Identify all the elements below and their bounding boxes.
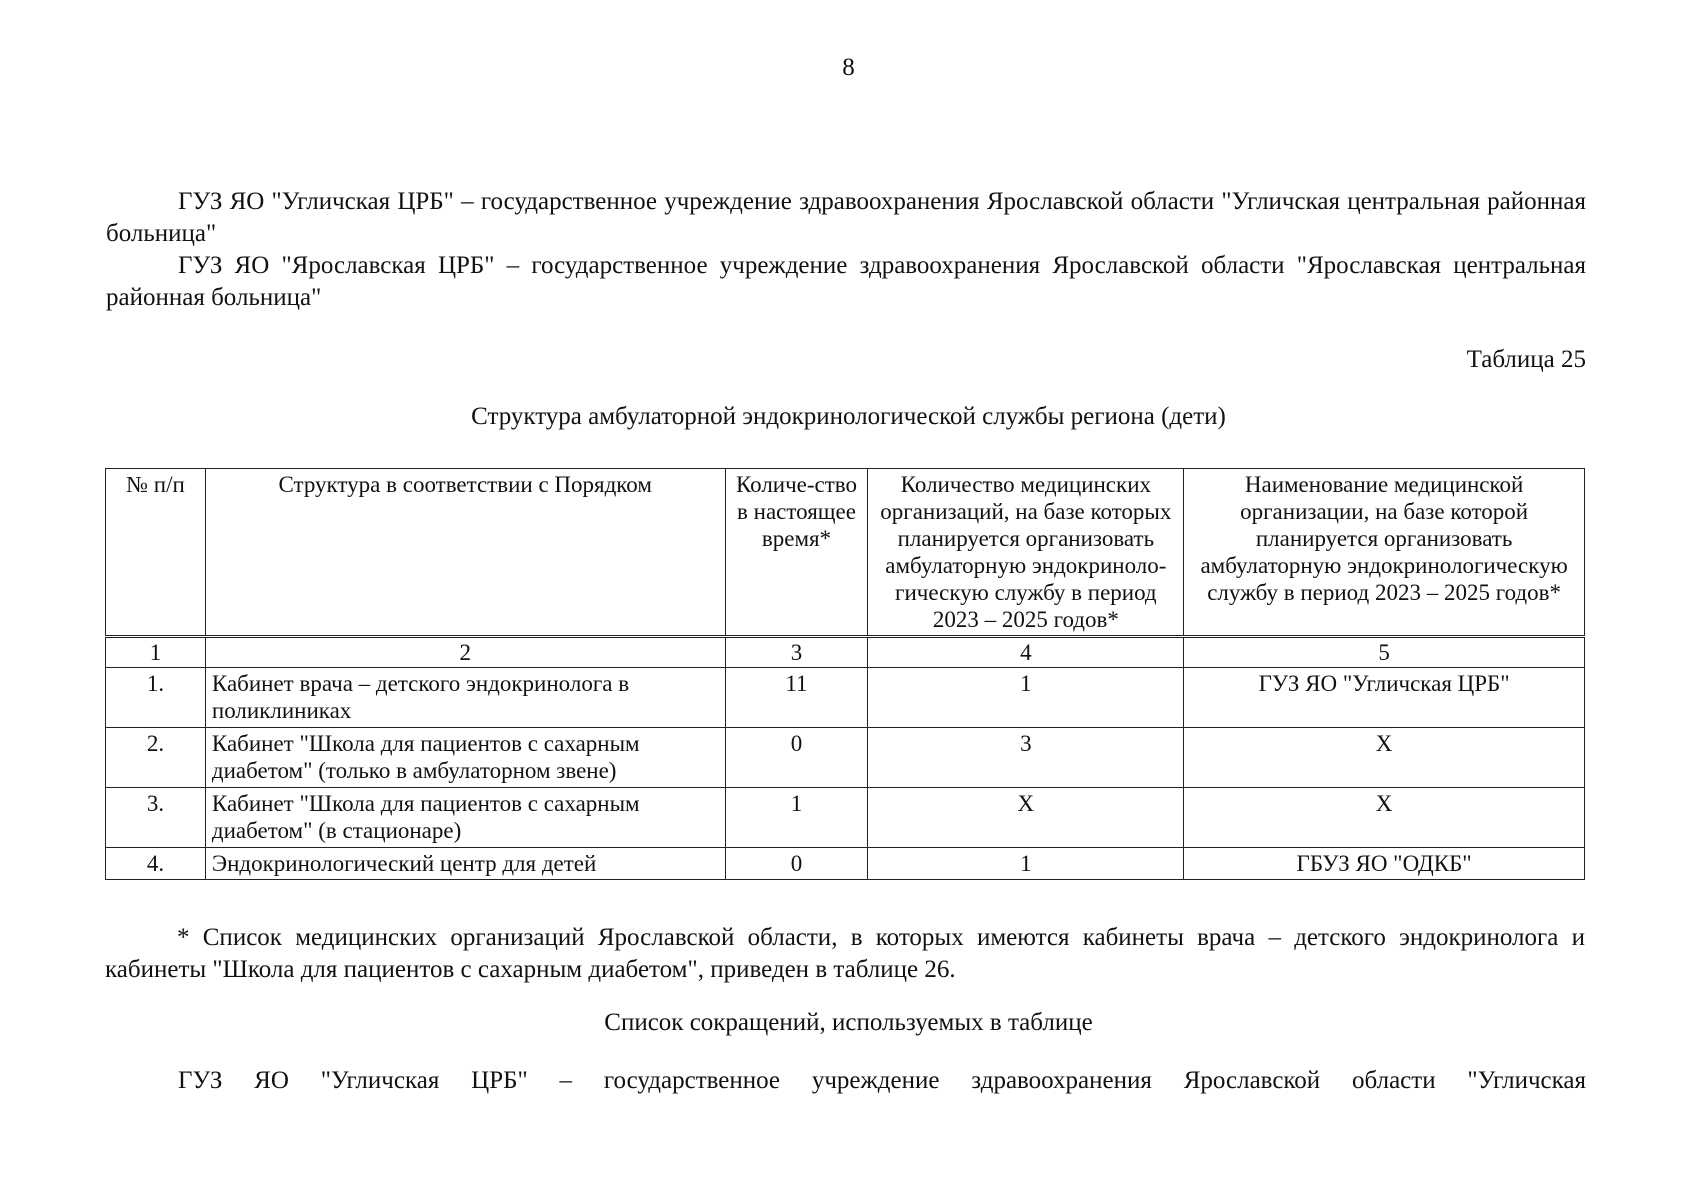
- column-number: 5: [1184, 637, 1585, 668]
- row-structure: Эндокринологический центр для детей: [205, 848, 725, 880]
- abbreviation-text: ГУЗ ЯО "Угличская ЦРБ" – государственное учреждение здравоохранения Ярославской области "Угличская центральная районная больница": [106, 188, 1586, 247]
- header-organization: Наименование медицинской организации, на базе которой планируется организовать амбулаторную эндокринологическую службу в период 2023 – 2025 годов*: [1184, 469, 1585, 637]
- page-number: 8: [842, 54, 855, 81]
- row-structure: Кабинет "Школа для пациентов с сахарным диабетом" (в стационаре): [205, 788, 725, 848]
- row-organization: ГБУЗ ЯО "ОДКБ": [1184, 848, 1585, 880]
- row-num: 2.: [106, 728, 206, 788]
- header-structure: Структура в соответствии с Порядком: [205, 469, 725, 637]
- abbreviation-text: ГУЗ ЯО "Ярославская ЦРБ" – государственное учреждение здравоохранения Ярославской области "Ярославская центральная районная больница": [106, 252, 1586, 311]
- table-caption: Таблица 25: [1466, 346, 1586, 373]
- column-number: 4: [868, 637, 1184, 668]
- row-planned-count: 3: [868, 728, 1184, 788]
- row-organization: Х: [1184, 728, 1585, 788]
- endocrinology-structure-table: [105, 468, 1585, 880]
- row-structure: Кабинет врача – детского эндокринолога в поликлиниках: [205, 668, 725, 728]
- table-row: [106, 728, 1585, 788]
- row-planned-count: Х: [868, 788, 1184, 848]
- table-row: [106, 848, 1585, 880]
- abbreviation-text: ГУЗ ЯО "Угличская ЦРБ" – государственное учреждение здравоохранения Ярославской области "Угличская: [178, 1067, 1586, 1094]
- row-organization: ГУЗ ЯО "Угличская ЦРБ": [1184, 668, 1585, 728]
- table-header-row: [106, 469, 1585, 637]
- row-num: 4.: [106, 848, 206, 880]
- row-planned-count: 1: [868, 848, 1184, 880]
- row-current: 0: [725, 728, 868, 788]
- row-organization: Х: [1184, 788, 1585, 848]
- table-footnote: [105, 922, 1585, 986]
- header-current: Количе-ство в настоящее время*: [725, 469, 868, 637]
- table-row: [106, 668, 1585, 728]
- row-current: 0: [725, 848, 868, 880]
- abbreviation-paragraph: [106, 1065, 1586, 1097]
- row-num: 1.: [106, 668, 206, 728]
- column-number: 2: [205, 637, 725, 668]
- table-title: Структура амбулаторной эндокринологической службы региона (дети): [471, 403, 1226, 430]
- abbreviations-title: Список сокращений, используемых в таблице: [604, 1009, 1093, 1036]
- row-current: 11: [725, 668, 868, 728]
- header-num: № п/п: [106, 469, 206, 637]
- row-current: 1: [725, 788, 868, 848]
- footnote-text: * Список медицинских организаций Ярославской области, в которых имеются кабинеты врача – детского эндокринолога и кабинеты "Школа для пациентов с сахарным диабетом", приведен в таблице 26.: [105, 924, 1585, 983]
- column-numbers-row: [106, 637, 1585, 668]
- column-number: 3: [725, 637, 868, 668]
- header-planned-count: Количество медицинских организаций, на базе которых планируется организовать амбулаторную эндокриноло-гическую службу в период 2023 – 2025 годов*: [868, 469, 1184, 637]
- abbreviation-paragraph: [106, 250, 1586, 314]
- table-row: [106, 788, 1585, 848]
- column-number: 1: [106, 637, 206, 668]
- abbreviation-paragraph: [106, 186, 1586, 250]
- row-planned-count: 1: [868, 668, 1184, 728]
- row-structure: Кабинет "Школа для пациентов с сахарным диабетом" (только в амбулаторном звене): [205, 728, 725, 788]
- row-num: 3.: [106, 788, 206, 848]
